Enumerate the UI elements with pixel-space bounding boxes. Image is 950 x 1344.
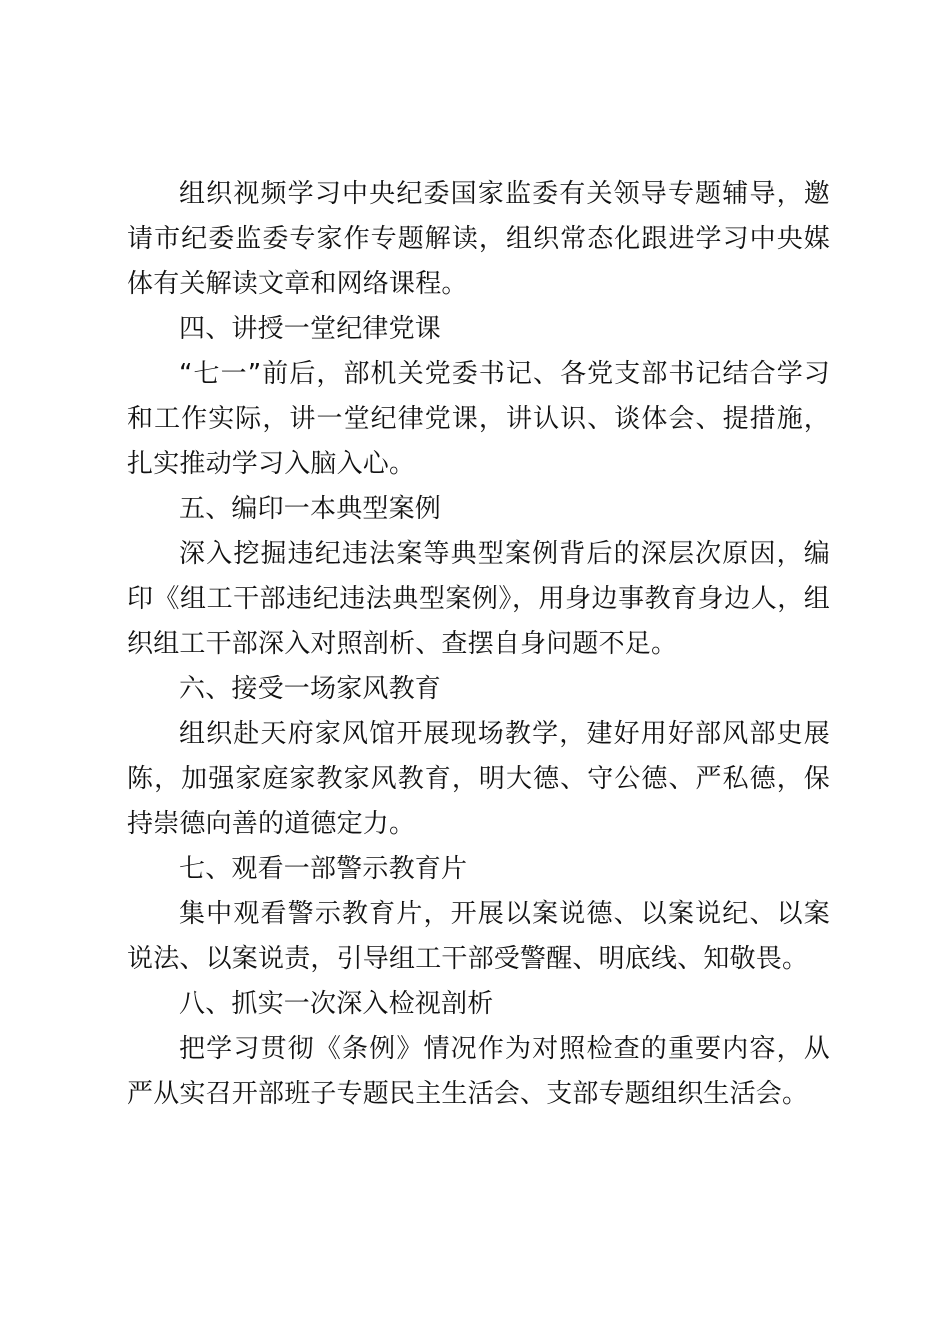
section-heading-6: 六、接受一场家风教育 bbox=[179, 674, 442, 704]
section-heading-7: 七、观看一部警示教育片 bbox=[179, 854, 468, 884]
document-body bbox=[127, 172, 830, 1117]
section-heading-5: 五、编印一本典型案例 bbox=[179, 494, 442, 524]
paragraph-family-education: 组织赴天府家风馆开展现场教学，建好用好部风部史展陈，加强家庭家教家风教育，明大德、守公德、严私德，保持崇德向善的道德定力。 bbox=[127, 719, 830, 839]
paragraph-study-guidance: 组织视频学习中央纪委国家监委有关领导专题辅导，邀请市纪委监委专家作专题解读，组织常态化跟进学习中央媒体有关解读文章和网络课程。 bbox=[127, 179, 830, 299]
paragraph-warning-film: 集中观看警示教育片，开展以案说德、以案说纪、以案说法、以案说责，引导组工干部受警醒、明底线、知敬畏。 bbox=[127, 899, 830, 974]
paragraph-self-examination: 把学习贯彻《条例》情况作为对照检查的重要内容，从严从实召开部班子专题民主生活会、支部专题组织生活会。 bbox=[127, 1034, 830, 1109]
paragraph-discipline-lecture: “七一”前后，部机关党委书记、各党支部书记结合学习和工作实际，讲一堂纪律党课，讲认识、谈体会、提措施，扎实推动学习入脑入心。 bbox=[127, 359, 830, 479]
section-heading-8: 八、抓实一次深入检视剖析 bbox=[179, 989, 494, 1019]
paragraph-typical-cases: 深入挖掘违纪违法案等典型案例背后的深层次原因，编印《组工干部违纪违法典型案例》，用身边事教育身边人，组织组工干部深入对照剖析、查摆自身问题不足。 bbox=[127, 539, 830, 659]
section-heading-4: 四、讲授一堂纪律党课 bbox=[179, 314, 442, 344]
